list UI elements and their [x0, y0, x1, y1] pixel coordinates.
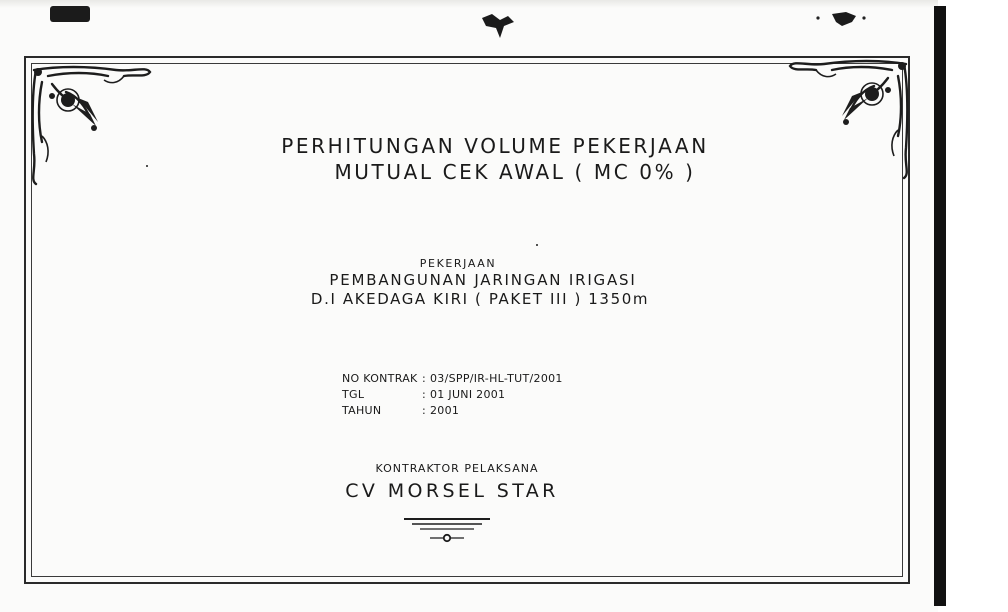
info-row-contract [342, 372, 563, 385]
info-separator: : [422, 372, 427, 385]
info-value: 03/SPP/IR-HL-TUT/2001 [430, 372, 563, 385]
divider-ornament-icon [402, 516, 492, 544]
contractor-name: CV MORSEL STAR [345, 480, 559, 502]
ink-smudge-center [478, 8, 518, 42]
title-line-1: PERHITUNGAN VOLUME PEKERJAAN [281, 134, 709, 158]
paper-top-edge [0, 0, 938, 8]
work-line-1: PEMBANGUNAN JARINGAN IRIGASI [329, 271, 637, 289]
info-row-date [342, 388, 505, 401]
info-key: TAHUN [342, 404, 382, 417]
work-line-2: D.I AKEDAGA KIRI ( PAKET III ) 1350m [310, 290, 650, 308]
info-row-year [342, 404, 459, 417]
info-key: TGL [342, 388, 365, 401]
contractor-label: KONTRAKTOR PELAKSANA [375, 462, 539, 475]
work-label: PEKERJAAN [419, 257, 497, 270]
info-key: NO KONTRAK [342, 372, 418, 385]
info-separator: : [422, 404, 427, 417]
info-value: 01 JUNI 2001 [430, 388, 506, 401]
ink-smudge-right [812, 6, 868, 30]
title-line-2: MUTUAL CEK AWAL ( MC 0% ) [334, 160, 696, 184]
paper-speck [536, 244, 538, 246]
info-value: 2001 [430, 404, 460, 417]
ink-smudge-left [50, 6, 90, 22]
paper-speck [146, 165, 148, 167]
info-separator: : [422, 388, 427, 401]
